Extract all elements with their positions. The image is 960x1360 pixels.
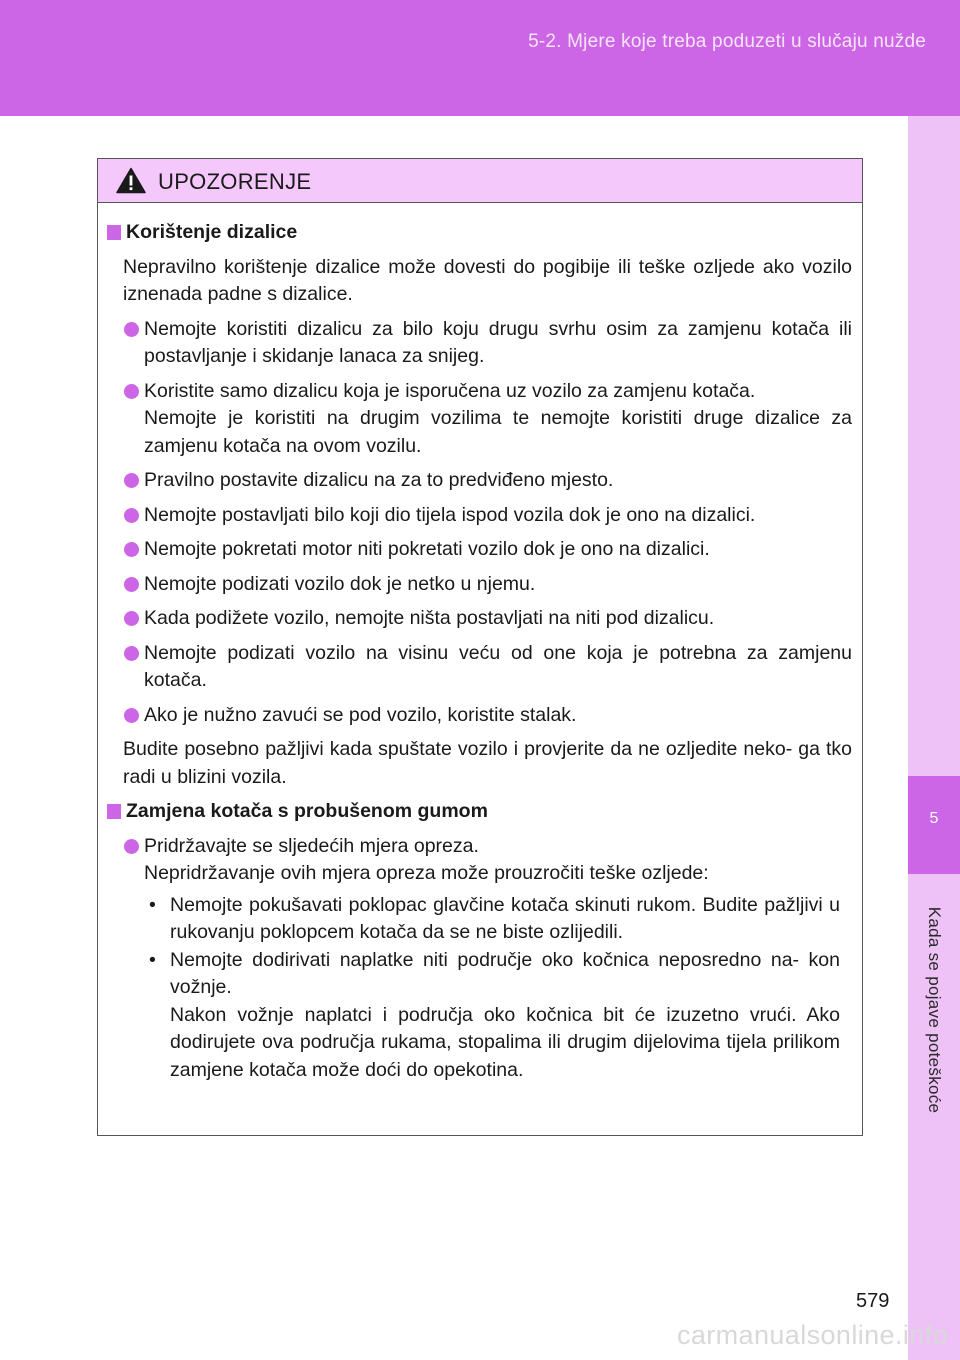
dot-bullet-icon: • — [149, 948, 156, 971]
circle-bullet-icon — [124, 542, 139, 557]
circle-bullet-icon — [124, 473, 139, 488]
circle-bullet-icon — [124, 577, 139, 592]
list-item: Pravilno postavite dizalicu na za to predviđeno mjesto. — [106, 467, 852, 495]
chapter-number: 5 — [929, 810, 939, 827]
circle-bullet-icon — [124, 839, 139, 854]
list-item: Nemojte podizati vozilo dok je netko u njemu. — [106, 571, 852, 599]
page-number: 579 — [856, 1290, 890, 1312]
warning-content — [98, 203, 862, 1084]
warning-box — [97, 158, 863, 1136]
circle-bullet-icon — [124, 322, 139, 337]
side-tab — [908, 116, 960, 1360]
dot-bullet-icon: • — [149, 893, 156, 916]
list-item: Nemojte postavljati bilo koji dio tijela ispod vozila dok je ono na dizalici. — [106, 502, 852, 530]
list-item: Nemojte pokretati motor niti pokretati vozilo dok je ono na dizalici. — [106, 536, 852, 564]
section-heading-flat-tire: Zamjena kotača s probušenom gumom — [106, 798, 852, 826]
sub-list-item: • Nemojte dodirivati naplatke niti područje oko kočnica neposredno na- kon vožnje. Nakon vožnje naplatci i područja oko kočnica bit će izuzetno vrući. Ako dodirujete ova područja rukama, stopalima ili drugim dijelovima tijela prilikom zamjene kotača može doći do opekotina. — [149, 948, 840, 1081]
square-bullet-icon — [107, 804, 121, 819]
circle-bullet-icon — [124, 611, 139, 626]
square-bullet-icon — [107, 225, 121, 240]
section-heading-jack: Korištenje dizalice — [106, 219, 852, 247]
watermark: carmanualsonline.info — [676, 1320, 948, 1350]
warning-triangle-icon — [116, 167, 146, 194]
circle-bullet-icon — [124, 508, 139, 523]
chapter-label: Kada se pojave poteškoće — [925, 906, 944, 1114]
list-item: Nemojte podizati vozilo na visinu veću od one koja je potrebna za zamjenu kotača. — [106, 640, 852, 695]
sub-list — [106, 892, 852, 1085]
warning-header — [98, 159, 862, 203]
warning-title: UPOZORENJE — [158, 169, 312, 194]
jack-intro: Nepravilno korištenje dizalice može dovesti do pogibije ili teške ozljede ako vozilo iznenada padne s dizalice. — [123, 255, 852, 305]
sub-list-item: • Nemojte pokušavati poklopac glavčine kotača skinuti rukom. Budite pažljivi u rukovanju poklopcem kotača da se ne biste ozlijedili. — [149, 893, 840, 943]
top-header-band — [0, 0, 960, 116]
list-item: Ako je nužno zavući se pod vozilo, koristite stalak. — [106, 702, 852, 730]
list-item: Koristite samo dizalicu koja je isporučena uz vozilo za zamjenu kotača. Nemojte je koristiti na drugim vozilima te nemojte koristiti druge dizalice za zamjenu kotača na ovom vozilu. — [106, 378, 852, 461]
list-item: Nemojte koristiti dizalicu za bilo koju drugu svrhu osim za zamjenu kotača ili postavljanje i skidanje lanaca za snijeg. — [106, 316, 852, 371]
circle-bullet-icon — [124, 646, 139, 661]
list-item: Kada podižete vozilo, nemojte ništa postavljati na niti pod dizalicu. — [106, 605, 852, 633]
circle-bullet-icon — [124, 708, 139, 723]
list-item: Pridržavajte se sljedećih mjera opreza. Nepridržavanje ovih mjera opreza može prouzročiti teške ozljede: — [106, 833, 852, 888]
jack-outro: Budite posebno pažljivi kada spuštate vozilo i provjerite da ne ozljedite neko- ga tko radi u blizini vozila. — [123, 738, 852, 788]
circle-bullet-icon — [124, 384, 139, 399]
section-header: 5-2. Mjere koje treba poduzeti u slučaju nužde — [528, 31, 926, 52]
